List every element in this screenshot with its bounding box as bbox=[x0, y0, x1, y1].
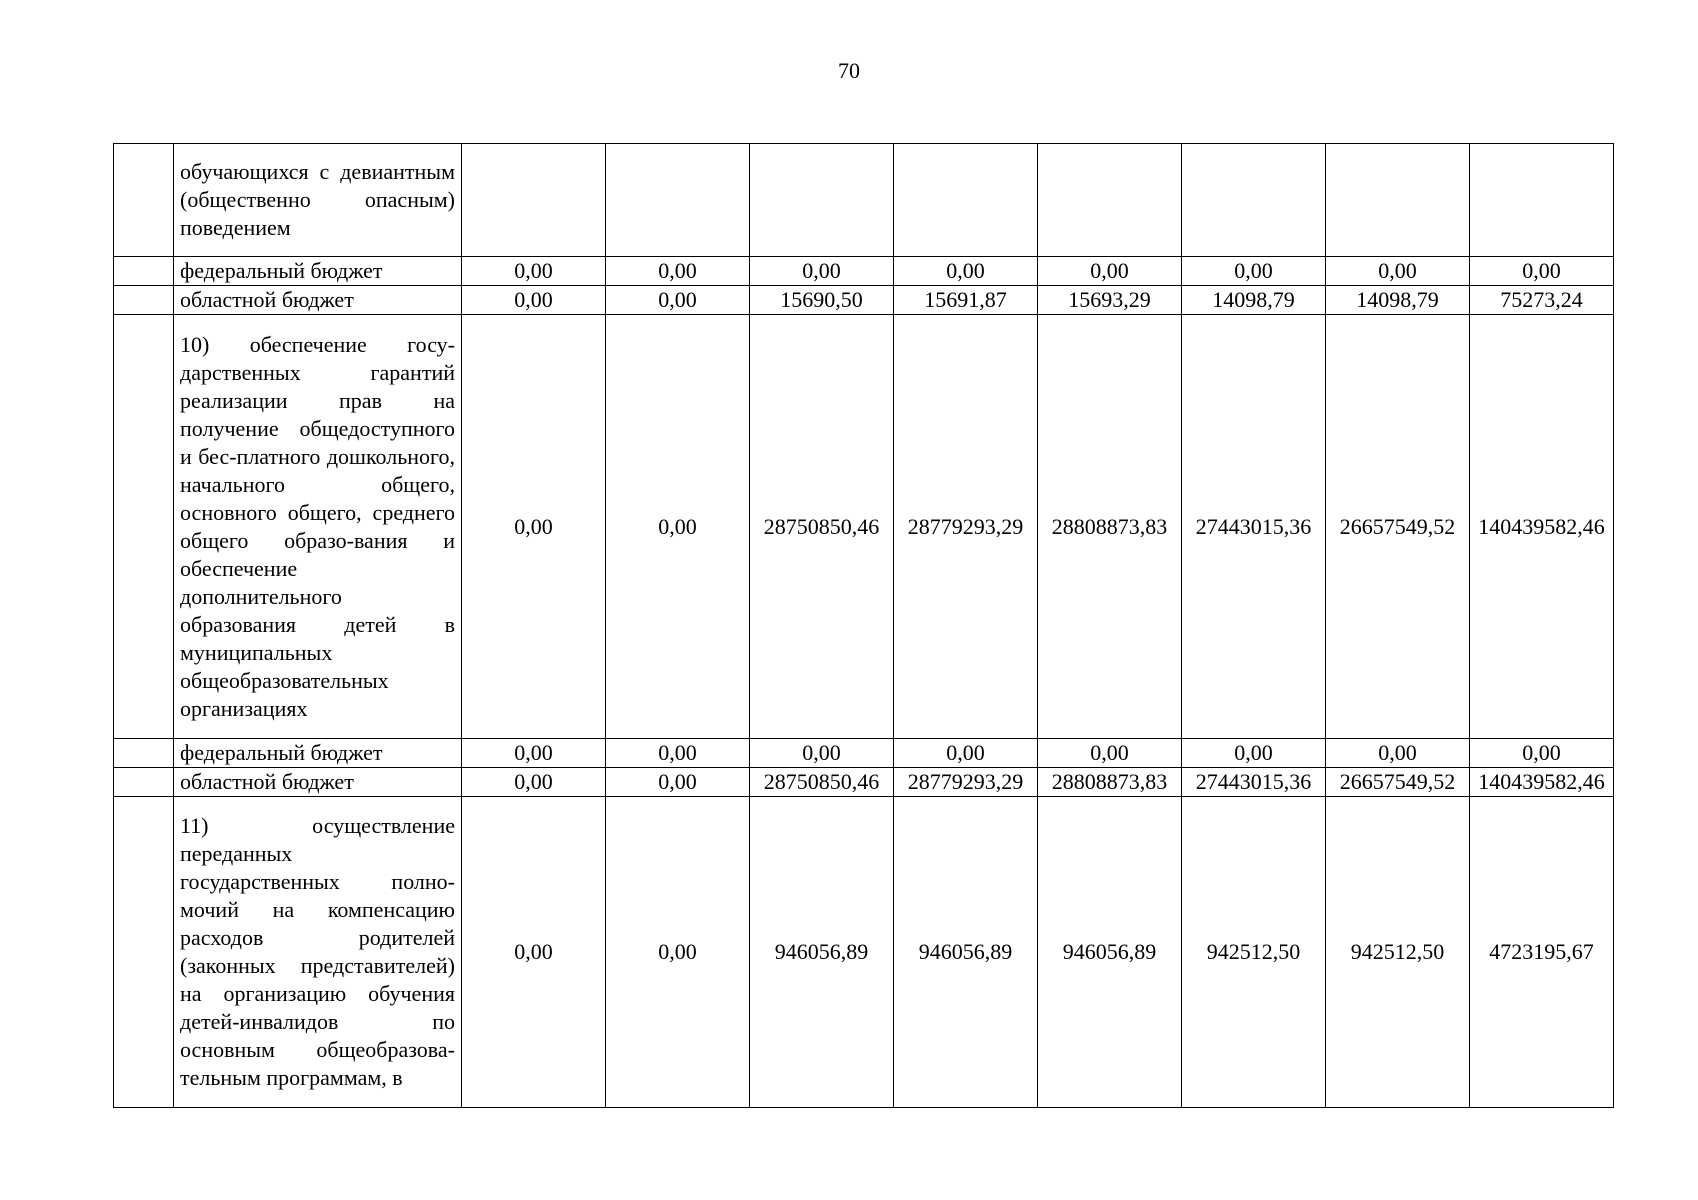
table-row bbox=[114, 257, 1614, 286]
value-cell bbox=[894, 144, 1038, 257]
value-cell bbox=[606, 144, 750, 257]
table-row bbox=[114, 315, 1614, 739]
row-name-cell: 11) осуществление переданных государственных полно-мочий на компенсацию расходов родителей (законных представителей) на организацию обучения детей-инвалидов по основным общеобразова-тельным программам, в bbox=[174, 797, 462, 1108]
row-index-cell bbox=[114, 257, 174, 286]
value-cell: 0,00 bbox=[1182, 257, 1326, 286]
value-cell: 4723195,67 bbox=[1470, 797, 1614, 1108]
value-cell: 26657549,52 bbox=[1326, 768, 1470, 797]
value-cell: 15690,50 bbox=[750, 286, 894, 315]
table-row bbox=[114, 768, 1614, 797]
row-index-cell bbox=[114, 768, 174, 797]
value-cell: 28750850,46 bbox=[750, 315, 894, 739]
value-cell: 15691,87 bbox=[894, 286, 1038, 315]
row-name-cell: федеральный бюджет bbox=[174, 257, 462, 286]
value-cell: 0,00 bbox=[462, 257, 606, 286]
row-name-cell: федеральный бюджет bbox=[174, 739, 462, 768]
value-cell: 0,00 bbox=[894, 739, 1038, 768]
budget-table bbox=[113, 143, 1614, 1108]
table-row bbox=[114, 144, 1614, 257]
value-cell: 28779293,29 bbox=[894, 768, 1038, 797]
value-cell: 0,00 bbox=[1038, 739, 1182, 768]
page-number: 70 bbox=[838, 58, 860, 83]
row-index-cell bbox=[114, 286, 174, 315]
value-cell: 0,00 bbox=[462, 739, 606, 768]
row-name-cell: 10) обеспечение госу-дарственных гарантий реализации прав на получение общедоступного и бес-платного дошкольного, начального общего, основного общего, среднего общего образо-вания и обеспечение дополнительного образования детей в муниципальных общеобразовательных организациях bbox=[174, 315, 462, 739]
table-body bbox=[114, 144, 1614, 1108]
row-name-cell: областной бюджет bbox=[174, 768, 462, 797]
value-cell: 946056,89 bbox=[894, 797, 1038, 1108]
value-cell: 28808873,83 bbox=[1038, 315, 1182, 739]
row-index-cell bbox=[114, 739, 174, 768]
value-cell: 0,00 bbox=[462, 315, 606, 739]
table-row bbox=[114, 286, 1614, 315]
value-cell: 27443015,36 bbox=[1182, 768, 1326, 797]
value-cell: 942512,50 bbox=[1182, 797, 1326, 1108]
value-cell: 0,00 bbox=[606, 768, 750, 797]
row-index-cell bbox=[114, 315, 174, 739]
value-cell: 942512,50 bbox=[1326, 797, 1470, 1108]
value-cell: 14098,79 bbox=[1182, 286, 1326, 315]
value-cell: 140439582,46 bbox=[1470, 768, 1614, 797]
table-row bbox=[114, 797, 1614, 1108]
value-cell: 946056,89 bbox=[1038, 797, 1182, 1108]
value-cell bbox=[750, 144, 894, 257]
value-cell: 28750850,46 bbox=[750, 768, 894, 797]
value-cell: 26657549,52 bbox=[1326, 315, 1470, 739]
value-cell: 0,00 bbox=[1470, 257, 1614, 286]
row-index-cell bbox=[114, 797, 174, 1108]
value-cell: 946056,89 bbox=[750, 797, 894, 1108]
value-cell: 0,00 bbox=[1038, 257, 1182, 286]
value-cell bbox=[1326, 144, 1470, 257]
table-row bbox=[114, 739, 1614, 768]
value-cell: 0,00 bbox=[462, 768, 606, 797]
value-cell: 0,00 bbox=[462, 286, 606, 315]
row-index-cell bbox=[114, 144, 174, 257]
value-cell: 0,00 bbox=[1470, 739, 1614, 768]
value-cell: 75273,24 bbox=[1470, 286, 1614, 315]
value-cell: 0,00 bbox=[750, 257, 894, 286]
value-cell: 0,00 bbox=[894, 257, 1038, 286]
value-cell: 140439582,46 bbox=[1470, 315, 1614, 739]
value-cell bbox=[1038, 144, 1182, 257]
value-cell: 0,00 bbox=[1326, 257, 1470, 286]
value-cell: 0,00 bbox=[1182, 739, 1326, 768]
value-cell: 27443015,36 bbox=[1182, 315, 1326, 739]
value-cell: 0,00 bbox=[606, 257, 750, 286]
value-cell bbox=[462, 144, 606, 257]
value-cell: 15693,29 bbox=[1038, 286, 1182, 315]
value-cell: 28808873,83 bbox=[1038, 768, 1182, 797]
value-cell: 0,00 bbox=[606, 739, 750, 768]
row-name-cell: областной бюджет bbox=[174, 286, 462, 315]
value-cell: 14098,79 bbox=[1326, 286, 1470, 315]
value-cell: 0,00 bbox=[750, 739, 894, 768]
value-cell: 0,00 bbox=[606, 797, 750, 1108]
value-cell: 0,00 bbox=[606, 286, 750, 315]
value-cell bbox=[1182, 144, 1326, 257]
value-cell: 0,00 bbox=[462, 797, 606, 1108]
value-cell: 28779293,29 bbox=[894, 315, 1038, 739]
row-name-cell: обучающихся с девиантным (общественно опасным) поведением bbox=[174, 144, 462, 257]
value-cell bbox=[1470, 144, 1614, 257]
value-cell: 0,00 bbox=[1326, 739, 1470, 768]
value-cell: 0,00 bbox=[606, 315, 750, 739]
